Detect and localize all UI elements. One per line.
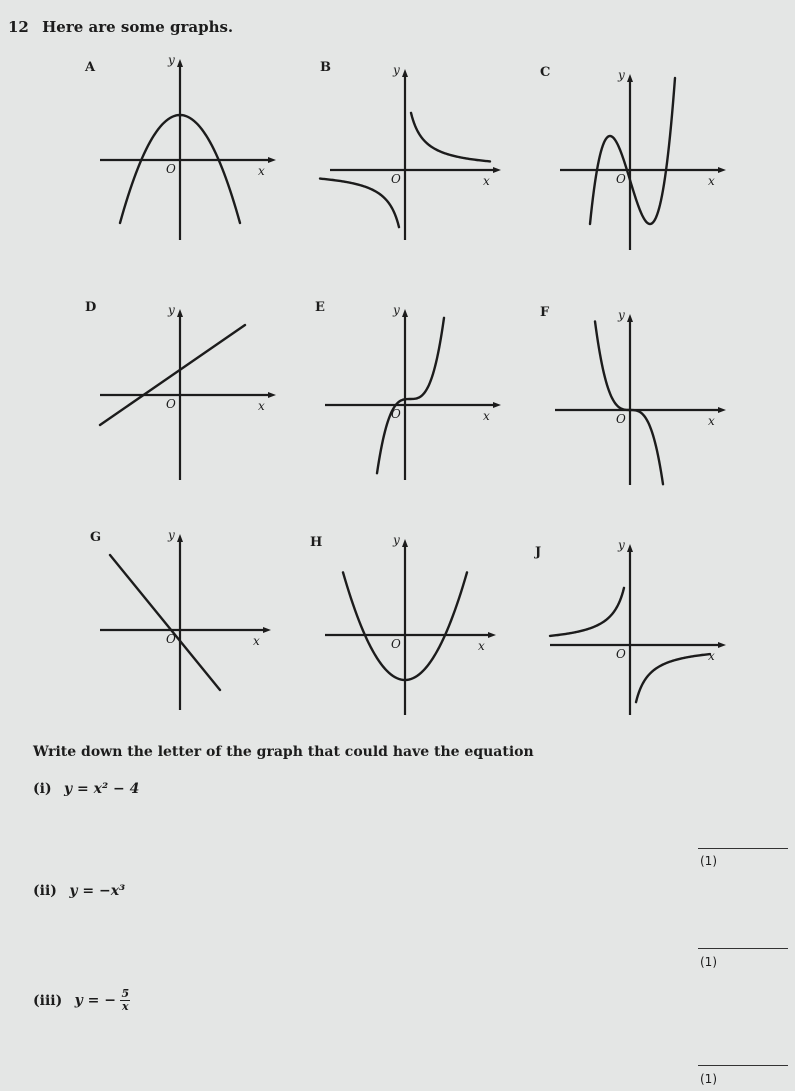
- question-text: Here are some graphs.: [42, 18, 234, 36]
- origin-label: O: [616, 172, 626, 186]
- question-number: 12: [8, 18, 29, 36]
- origin-label: O: [391, 172, 401, 186]
- graph-curve: [636, 654, 710, 702]
- graph-j: [535, 535, 735, 735]
- answer-line-ii[interactable]: [698, 948, 788, 949]
- x-arrow-icon: [263, 627, 271, 633]
- y-axis-label: y: [168, 303, 175, 317]
- x-axis-label: x: [483, 174, 490, 188]
- graph-g: [80, 525, 280, 725]
- x-axis-label: x: [258, 164, 265, 178]
- part-i-label: (i): [33, 781, 52, 797]
- y-axis-label: y: [168, 528, 175, 542]
- x-arrow-icon: [268, 392, 276, 398]
- origin-label: O: [166, 162, 176, 176]
- graph-svg: [310, 295, 510, 495]
- x-axis-label: x: [708, 649, 715, 663]
- part-ii-equation-rhs: −x³: [98, 883, 126, 899]
- graph-c: [535, 60, 735, 260]
- graph-letter: J: [535, 545, 542, 560]
- graph-svg: [80, 525, 280, 725]
- origin-label: O: [616, 647, 626, 661]
- graph-svg: [80, 55, 280, 255]
- graph-b: [310, 55, 510, 255]
- graph-letter: A: [85, 60, 96, 75]
- graph-letter: D: [85, 300, 97, 315]
- graph-letter: F: [540, 305, 550, 320]
- part-iii: [33, 988, 130, 1013]
- origin-label: O: [166, 397, 176, 411]
- x-arrow-icon: [718, 167, 726, 173]
- x-axis-label: x: [483, 409, 490, 423]
- graph-d: [80, 295, 280, 495]
- graph-svg: [535, 60, 735, 260]
- x-arrow-icon: [493, 402, 501, 408]
- mark-iii: (1): [700, 1072, 717, 1086]
- x-arrow-icon: [268, 157, 276, 163]
- graph-f: [535, 300, 735, 500]
- y-arrow-icon: [177, 59, 183, 67]
- graph-curve: [320, 179, 399, 228]
- mark-ii: (1): [700, 955, 717, 969]
- y-axis-label: y: [168, 53, 175, 67]
- fraction-numerator: 5: [121, 987, 130, 1000]
- part-ii-label: (ii): [33, 883, 57, 899]
- x-axis-label: x: [708, 174, 715, 188]
- graph-curve: [377, 318, 444, 473]
- y-axis-label: y: [393, 533, 400, 547]
- graph-letter: G: [90, 530, 102, 545]
- part-iii-fraction: [120, 988, 130, 1013]
- graph-letter: C: [540, 65, 551, 80]
- y-arrow-icon: [402, 539, 408, 547]
- y-axis-label: y: [618, 68, 625, 82]
- y-axis-label: y: [618, 308, 625, 322]
- x-arrow-icon: [493, 167, 501, 173]
- graph-svg: [535, 300, 735, 500]
- y-axis-label: y: [618, 538, 625, 552]
- graph-letter: E: [315, 300, 325, 315]
- graph-letter: B: [320, 60, 331, 75]
- origin-label: O: [166, 632, 176, 646]
- x-arrow-icon: [718, 642, 726, 648]
- part-i-equation-lhs: y =: [64, 781, 94, 797]
- x-axis-label: x: [478, 639, 485, 653]
- graph-svg: [310, 55, 510, 255]
- graph-e: [310, 295, 510, 495]
- x-axis-label: x: [253, 634, 260, 648]
- graph-svg: [535, 535, 735, 735]
- y-arrow-icon: [627, 314, 633, 322]
- y-axis-label: y: [393, 63, 400, 77]
- y-arrow-icon: [627, 74, 633, 82]
- part-i: [33, 781, 139, 797]
- part-i-equation-rhs: x² − 4: [93, 781, 140, 797]
- graph-svg: [310, 530, 510, 730]
- x-axis-label: x: [258, 399, 265, 413]
- answer-line-i[interactable]: [698, 848, 788, 849]
- y-axis-label: y: [393, 303, 400, 317]
- x-arrow-icon: [488, 632, 496, 638]
- y-arrow-icon: [402, 69, 408, 77]
- part-ii-equation-lhs: y =: [69, 883, 99, 899]
- graph-curve: [550, 588, 624, 636]
- graph-curve: [110, 555, 220, 690]
- origin-label: O: [616, 412, 626, 426]
- x-axis-label: x: [708, 414, 715, 428]
- graph-letter: H: [310, 535, 323, 550]
- y-arrow-icon: [402, 309, 408, 317]
- fraction-denominator: x: [122, 1000, 129, 1013]
- graph-svg: [80, 295, 280, 495]
- graph-curve: [590, 78, 675, 224]
- x-arrow-icon: [718, 407, 726, 413]
- y-arrow-icon: [627, 544, 633, 552]
- origin-label: O: [391, 407, 401, 421]
- graph-a: [80, 55, 280, 255]
- y-arrow-icon: [177, 534, 183, 542]
- part-iii-equation-lhs: y = −: [74, 992, 116, 1009]
- y-arrow-icon: [177, 309, 183, 317]
- part-ii: [33, 883, 125, 899]
- answer-line-iii[interactable]: [698, 1065, 788, 1066]
- origin-label: O: [391, 637, 401, 651]
- mark-i: (1): [700, 854, 717, 868]
- graph-h: [310, 530, 510, 730]
- part-iii-label: (iii): [33, 992, 63, 1009]
- instruction: Write down the letter of the graph that could have the equation: [33, 744, 534, 760]
- graph-curve: [411, 113, 490, 162]
- question-header: [8, 18, 233, 36]
